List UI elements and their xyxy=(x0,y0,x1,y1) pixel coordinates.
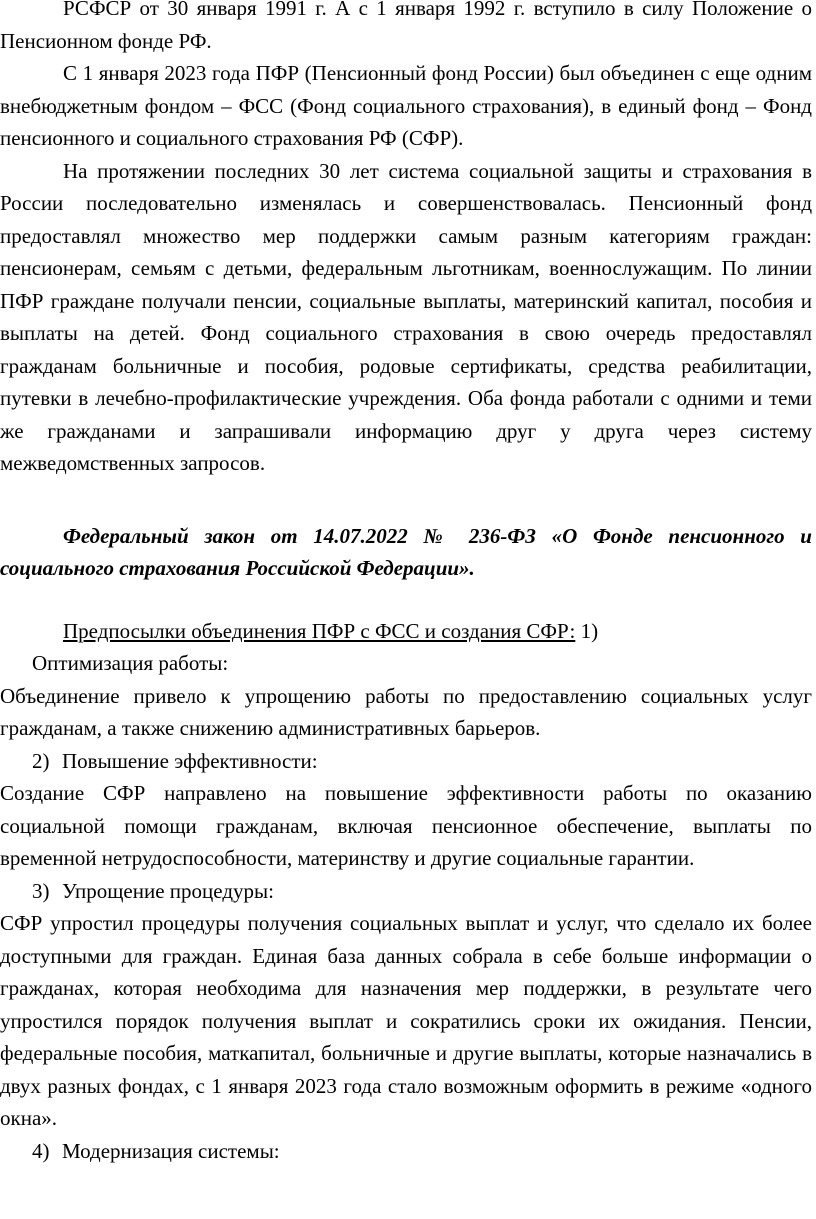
item-1-number: 1) xyxy=(580,618,599,643)
item-2-head xyxy=(0,745,812,778)
prerequisites-heading-line xyxy=(0,615,812,648)
item-2-number: 2) xyxy=(32,748,50,773)
spacer xyxy=(0,585,812,615)
prerequisites-heading: Предпосылки объединения ПФР с ФСС и создания СФР: xyxy=(63,618,576,643)
item-2-text: Создание СФР направлено на повышение эффективности работы по оказанию социальной помощи гражданам, включая пенсионное обеспечение, выплаты по временной нетрудоспособности, материнству и другие социальные гарантии. xyxy=(0,781,812,870)
item-1-title: Оптимизация работы: xyxy=(32,651,229,675)
item-3-head xyxy=(0,875,812,908)
paragraph-1: РСФСР от 30 января 1991 г. А с 1 января 1992 г. вступило в силу Положение о Пенсионном фонде РФ. xyxy=(0,0,812,53)
item-1-text: Объединение привело к упрощению работы по предоставлению социальных услуг гражданам, а также снижению административных барьеров. xyxy=(0,683,812,740)
item-4-title: Модернизация системы: xyxy=(62,1138,280,1163)
item-4-number: 4) xyxy=(32,1138,50,1163)
spacer xyxy=(0,480,812,520)
law-title: Федеральный закон от 14.07.2022 № 236-ФЗ «О Фонде пенсионного и социального страхования Российской Федерации». xyxy=(0,523,812,580)
item-2-title: Повышение эффективности: xyxy=(62,748,318,773)
item-4-head xyxy=(0,1135,812,1168)
paragraph-3: На протяжении последних 30 лет система социальной защиты и страхования в России последовательно изменялась и совершенствовалась. Пенсионный фонд предоставлял множество мер поддержки самым разным категориям граждан: пенсионерам, семьям с детьми, федеральным льготникам, военнослужащим. По линии ПФР граждане получали пенсии, социальные выплаты, материнский капитал, пособия и выплаты на детей. Фонд социального страхования в свою очередь предоставлял гражданам больничные и пособия, родовые сертификаты, средства реабилитации, путевки в лечебно-профилактические учреждения. Оба фонда работали с одними и теми же гражданами и запрашивали информацию друг у друга через систему межведомственных запросов. xyxy=(0,158,812,475)
item-3-title: Упрощение процедуры: xyxy=(62,878,274,903)
paragraph-2: С 1 января 2023 года ПФР (Пенсионный фонд России) был объединен с еще одним внебюджетным фондом – ФСС (Фонд социального страхования), в единый фонд – Фонд пенсионного и социального страхования РФ (СФР). xyxy=(0,61,812,150)
item-3-text: СФР упростил процедуры получения социальных выплат и услуг, что сделало их более доступными для граждан. Единая база данных собрала в себе больше информации о гражданах, которая необходима для назначения мер поддержки, в результате чего упростился порядок получения выплат и сократились сроки их ожидания. Пенсии, федеральные пособия, маткапитал, больничные и другие выплаты, которые назначались в двух разных фондах, с 1 января 2023 года стало возможным оформить в режиме «одного окна». xyxy=(0,911,812,1130)
item-3-number: 3) xyxy=(32,878,50,903)
